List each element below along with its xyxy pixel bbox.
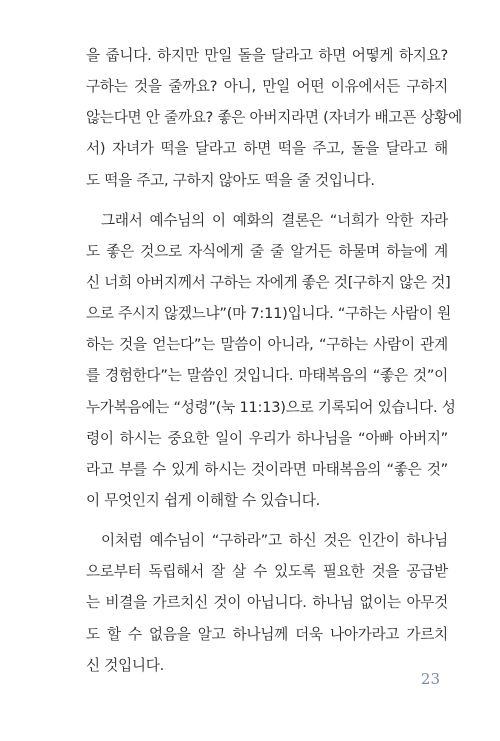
- text-line: 도 좋은 것으로 자식에게 줄 줄 알거든 하물며 하늘에 계: [86, 242, 448, 260]
- text-line: 으로부터 독립해서 잘 살 수 있도록 필요한 것을 공급받: [86, 563, 448, 581]
- text-line: 이 무엇인지 쉽게 이해할 수 있습니다.: [86, 491, 321, 509]
- text-line: 을 줍니다. 하지만 만일 돌을 달라고 하면 어떻게 하지요?: [86, 47, 448, 64]
- paragraph-gap: [86, 516, 448, 525]
- text-line: 그래서 예수님의 이 예화의 결론은 “너희가 악한 자라: [101, 211, 448, 229]
- text-line: 으로 주시지 않겠느냐”(마 7:11)입니다. “구하는 사람이 원: [86, 305, 451, 323]
- text-line: 도 할 수 없음을 알고 하나님께 더욱 나아가라고 가르치: [86, 625, 448, 643]
- text-line: 하는 것을 얻는다”는 말씀이 아니라, “구하는 사람이 관계: [86, 336, 448, 354]
- text-line: 령이 하시는 중요한 일이 우리가 하나님을 “아빠 아버지”: [86, 429, 448, 447]
- page-number: 23: [420, 670, 440, 688]
- text-line: 도 떡을 주고, 구하지 않아도 떡을 줄 것입니다.: [86, 171, 375, 189]
- text-line: 구하는 것을 줄까요? 아니, 만일 어떤 이유에서든 구하지: [86, 78, 448, 96]
- text-line: 는 비결을 가르치신 것이 아닙니다. 하나님 없이는 아무것: [86, 594, 448, 612]
- text-line: 를 경험한다”는 말씀인 것입니다. 마태복음의 “좋은 것”이: [86, 367, 448, 385]
- body-text: [86, 40, 463, 681]
- text-line: 서) 자녀가 떡을 달라고 하면 떡을 주고, 돌을 달라고 해: [86, 140, 448, 158]
- paragraph-gap: [86, 196, 448, 205]
- text-line: 신 것입니다.: [86, 656, 165, 674]
- text-line: 않는다면 안 줄까요? 좋은 아버지라면 (자녀가 배고픈 상황에: [86, 109, 463, 127]
- text-line: 누가복음에는 “성령”(눅 11:13)으로 기록되어 있습니다. 성: [86, 398, 456, 416]
- text-line: 신 너희 아버지께서 구하는 자에게 좋은 것[구하지 않은 것]: [86, 273, 451, 291]
- text-line: 라고 부를 수 있게 하시는 것이라면 마태복음의 “좋은 것”: [86, 460, 448, 478]
- text-line: 이처럼 예수님이 “구하라”고 하신 것은 인간이 하나님: [101, 532, 448, 550]
